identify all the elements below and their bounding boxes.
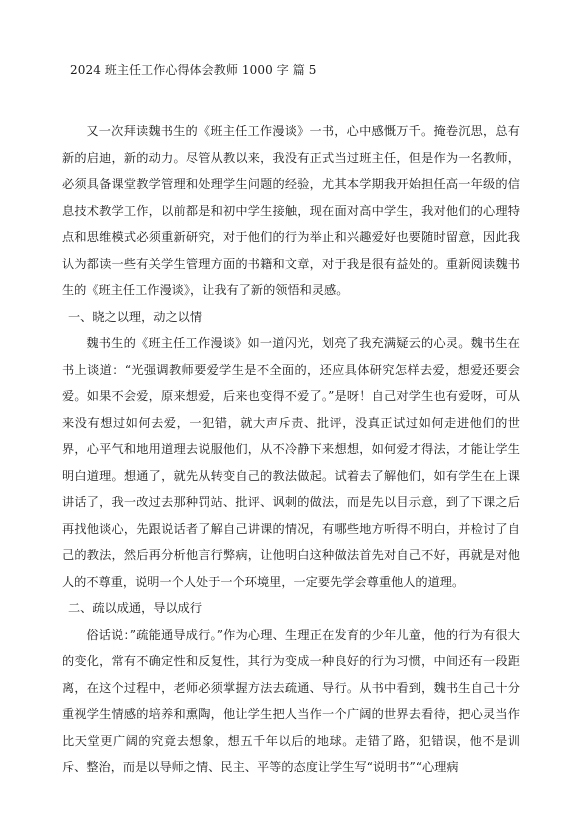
section-heading-1: 一、晓之以理，动之以情	[68, 309, 203, 324]
paragraph-intro: 又一次拜读魏书生的《班主任工作漫谈》一书，心中感慨万千。掩卷沉思，总有新的启迪，新的动力。尽管从教以来，我没有正式当过班主任，但是作为一名教师，必须具备课堂教学管理和处理学生问题的经验，尤其本学期我开始担任高一年级的信息技术教学工作，以前都是和初中学生接触，现在面对高中学生，我对他们的心理特点和思维模式必须重新研究，对于他们的行为举止和兴趣爱好也要随时留意，因此我认为都读一些有关学生管理方面的书籍和文章，对于我是很有益处的。重新阅读魏书生的《班主任工作漫谈》，让我有了新的领悟和灵感。	[62, 124, 520, 297]
section-heading-2: 二、疏以成通，导以成行	[68, 601, 203, 615]
document-title: 2024 班主任工作心得体会教师 1000 字 篇 5	[70, 63, 317, 77]
paragraph-section-1: 魏书生的《班主任工作漫谈》如一道闪光，划亮了我充满疑云的心灵。魏书生在书上谈道：“光强调教师要爱学生是不全面的，还应具体研究怎样去爱，想爱还要会爱。如果不会爱，原来想爱，后来也变得不爱了。”是呀！自己对学生也有爱呀，可从来没有想过如何去爱，一犯错，就大声斥责、批评，没真正试过如何走进他们的世界，心平气和地用道理去说服他们，从不冷静下来想想，如何爱才得法，才能让学生明白道理。想通了，就先从转变自己的教法做起。试着去了解他们，如有学生在上课讲话了，我一改过去那种罚站、批评、讽刺的做法，而是先以目示意，到了下课之后再找他谈心，先跟说话者了解自己讲课的情况，有哪些地方听得不明白，并检讨了自己的教法，然后再分析他言行弊病，让他明白这种做法首先对自己不好，再就是对他人的不尊重，说明一个人处于一个环境里，一定要先学会尊重他人的道理。	[62, 336, 520, 589]
paragraph-section-2: 俗话说：”疏能通导成行。”作为心理、生理正在发育的少年儿童，他的行为有很大的变化，常有不确定性和反复性，其行为变成一种良好的行为习惯，中间还有一段距离，在这个过程中，老师必须掌握方法去疏通、导行。从书中看到，魏书生自己十分重视学生情感的培养和熏陶，他让学生把人当作一个广阔的世界去看待，把心灵当作比天堂更广阔的究竟去想象，想五千年以后的地球。走错了路，犯错误，他不是训斥、整治，而是以导师之情、民主、平等的态度让学生写“说明书”“心理病	[62, 627, 520, 774]
document-body	[62, 118, 520, 781]
